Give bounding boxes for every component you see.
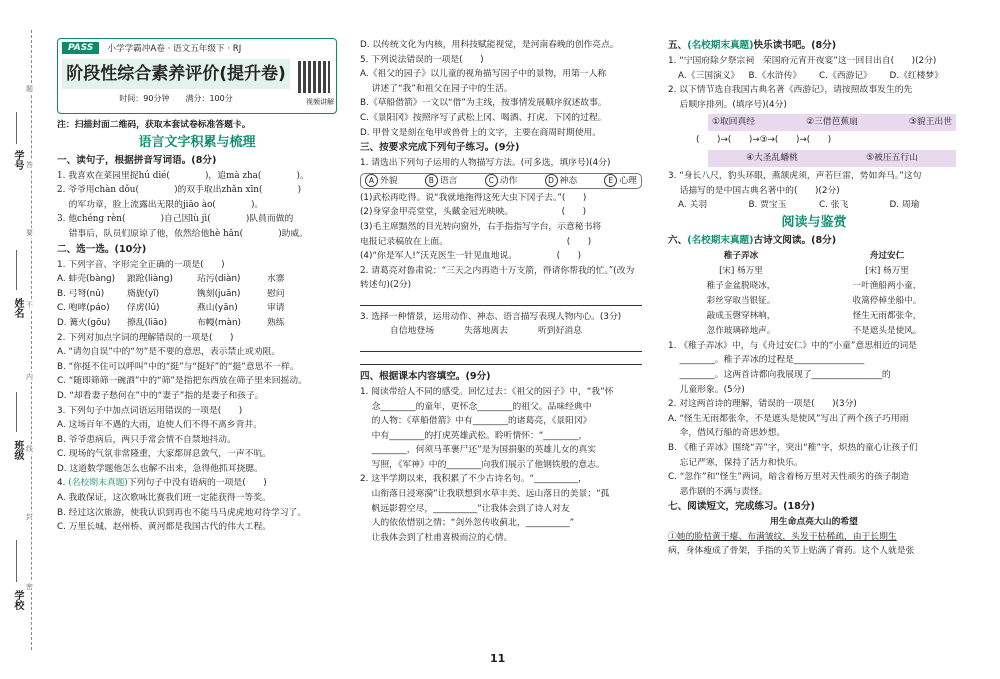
scenario-option[interactable]: 听到好消息: [538, 326, 582, 337]
letter-circle: D: [545, 174, 558, 187]
cut-line: [31, 30, 32, 650]
q4-1-line: 1. 阅读带给人不同的感受。回忆过去：《祖父的园子》中，“我”怀: [360, 386, 614, 397]
method-option[interactable]: [365, 174, 398, 188]
option-word: 布幔(màn): [197, 317, 241, 328]
q1-line: 的军功章，脸上流露出无限的jiāo ào( )。: [57, 199, 264, 210]
article-text: 病，身体瘦成了骨架，手指的关节上贴满了膏药。这个人就是张: [668, 546, 915, 557]
name-line: [16, 250, 17, 290]
header-banner: [57, 38, 337, 114]
method-label: 心理: [619, 175, 637, 186]
option[interactable]: D.《红楼梦》: [889, 70, 944, 81]
letter-circle: E: [604, 174, 617, 187]
plot-option: ④大圣乱蟠桃: [746, 152, 798, 163]
q4-2-line: 让我体会到了杜甫喜极而泣的心情。: [360, 532, 513, 543]
method-label: 神态: [559, 175, 578, 186]
q3-1-sentence: (2)身穿金甲亮堂堂，头戴金冠光映映。 ( ): [360, 207, 587, 218]
poem-line: 忽作玻璃碎地声。: [706, 325, 776, 336]
school-line: [16, 540, 17, 582]
q6-title-text: 古诗文阅读。(8分): [753, 234, 837, 246]
poem-line: 彩丝穿取当银钲。: [706, 295, 776, 306]
option[interactable]: B. 弓弩(nǔ): [57, 288, 105, 299]
strip-marker: 答: [26, 161, 33, 169]
q6-num: 六、: [668, 234, 688, 246]
student-number-label: 学号: [12, 150, 23, 170]
q5-2-stem: 后顺序排列。(填序号)(4分): [668, 99, 787, 110]
q5-title: [668, 38, 960, 54]
option[interactable]: B. 经过这次旅游，使我认识到再也不能马马虎虎地对待学习了。: [57, 507, 307, 518]
option[interactable]: A. “怪生无雨都张伞，不是遮头是使风”写出了两个孩子巧用雨: [668, 413, 909, 424]
q2-title: 二、选一选。(10分): [57, 243, 147, 255]
method-option[interactable]: [545, 174, 578, 188]
q4-1-line: 中有________的打虎英雄武松。聆听情怀：“________，: [360, 430, 588, 441]
strip-marker: 题: [26, 85, 33, 93]
option[interactable]: C. 现场的气氛非常隆重，大家都屏息敛气，一声不吭。: [57, 449, 272, 460]
letter-circle: A: [365, 174, 378, 187]
method-option[interactable]: [604, 174, 637, 188]
q5-1-options: [668, 69, 960, 84]
option-word: 燕山(yān): [197, 303, 238, 314]
poem-line: 敲成玉磬穿林响，: [706, 310, 776, 321]
option-cont: 忘记严寒，保持了活力和快乐。: [668, 457, 803, 468]
q2-1-option-row: [57, 316, 337, 331]
letter-circle: C: [485, 174, 498, 187]
poem-line: 不是遮头是使风。: [852, 325, 922, 336]
option[interactable]: A. 这场百年不遇的大雨，迫使人们不得不离乡背井。: [57, 420, 262, 431]
q4-1-line: 的人物：《草船借箭》中有________的诸葛亮，《景阳冈》: [360, 416, 592, 427]
option[interactable]: B. 《稚子弄冰》围绕“弄”字，突出“稚”字，炽热的童心让孩子们: [668, 442, 918, 453]
option-word: 撩乱(liāo): [127, 317, 168, 328]
q3-3-stem: 3. 选择一种情景，运用动作、神态、语言描写表现人物内心。(3分): [360, 311, 622, 322]
scenario-option[interactable]: 自信地登场: [390, 326, 434, 337]
q1-title: 一、读句子，根据拼音写词语。(8分): [57, 154, 217, 166]
plot-option: ⑤被压五行山: [866, 152, 918, 163]
q2-4-stem: 4. (名校期末真题)下列句子中没有语病的一项是( ): [57, 478, 267, 489]
option[interactable]: D. 甲骨文是刻在龟甲或兽骨上的文字，主要在商周时期使用。: [360, 127, 602, 138]
q3-1-stem: 1. 请选出下列句子运用的人物描写方法。(可多选，填序号)(4分): [360, 158, 611, 169]
option[interactable]: D. 篝火(gōu): [57, 317, 111, 328]
plot-order-blanks[interactable]: ( )→( )→③→( )→( ): [696, 135, 832, 146]
option[interactable]: C. “忽作”和“怪生”两词，暗含着杨万里对天性顽劣的孩子制造: [668, 472, 910, 483]
q2-3-stem: 3. 下列句子中加点词语运用错误的一项是( ): [57, 405, 243, 416]
method-option[interactable]: [425, 174, 458, 188]
poem-line: 稚子金盆脱晓冰，: [706, 280, 776, 291]
option-word: 镌刻(juān): [197, 288, 241, 299]
poem-line: 收篙停棹坐船中。: [852, 295, 922, 306]
option-word: 熟练: [267, 317, 285, 328]
class-line: [16, 392, 17, 432]
option[interactable]: A. 蚌壳(bàng): [57, 274, 116, 285]
series-name: 小学学霸冲A卷 · 语文五年级下 · RJ: [107, 44, 242, 54]
poem-2: [853, 249, 922, 339]
notice: 注：扫描封面二维码，获取本套试卷标准答题卡。: [57, 120, 251, 130]
option-word: 水寨: [267, 274, 285, 285]
option[interactable]: B.《水浒传》: [748, 70, 802, 81]
q4-1-line: 念________的童年，更怀念________的祖父。品味经典中: [360, 401, 592, 412]
method-label: 外貌: [380, 175, 398, 186]
q3-title: 三、按要求完成下列句子练习。(9分): [360, 142, 520, 154]
qr-code-icon[interactable]: [298, 61, 330, 93]
poem-line: 一叶渔船两小童，: [852, 280, 922, 291]
brand-logo: PASS: [62, 42, 99, 54]
option[interactable]: A. 我敢保证，这次歌咏比赛我们班一定能获得一等奖。: [57, 493, 271, 504]
option-word: 踉跄(liàng): [127, 274, 173, 285]
name-label: 姓名: [12, 298, 23, 318]
option[interactable]: D. 这道数学题他怎么也解不出来，急得他抓耳挠腮。: [57, 463, 263, 474]
section-title: 语言文字积累与梳理: [138, 134, 256, 150]
strip-marker: 要: [26, 229, 33, 237]
article-text: ①她的脸枯黄干瘪、布满皱纹，头发干枯稀疏，由于长期生: [668, 531, 897, 542]
q2-4-text: 下列句子中没有语病的一项是( ): [127, 478, 267, 489]
qr-label: 视频讲解: [306, 98, 334, 106]
q2-1-option-row: [57, 272, 337, 287]
strip-marker: 线: [26, 445, 33, 453]
strip-marker: 内: [26, 373, 33, 381]
q4-2-line: 人的依依惜别之情；“剑外忽传收蓟北，__________”: [360, 518, 575, 529]
option[interactable]: A. 关羽: [678, 200, 708, 211]
option[interactable]: D. “却看妻子愁何在”中的“妻子”指的是妻子和孩子。: [57, 390, 264, 401]
strip-marker: 密: [26, 583, 33, 591]
poem-author: [宋] 杨万里: [719, 265, 763, 276]
q6-1-line: ________。这两首诗都向我展现了________________的: [668, 369, 891, 380]
plot-option: ②三借芭蕉扇: [806, 117, 858, 128]
exam-title: 阶段性综合素养评价(提升卷): [62, 59, 290, 89]
option-word: 审请: [267, 303, 285, 314]
strip-marker: 封: [26, 513, 33, 521]
class-label: 班级: [12, 440, 23, 460]
article-title: 用生命点亮大山的希望: [770, 517, 858, 528]
option[interactable]: B. “你挺不住可以呼叫”中的“挺”与“挺好”的“挺”意思不一样。: [57, 361, 299, 372]
q3-2-stem: 2. 请葛亮对鲁肃说：“三天之内再造十万支箭，得请你帮我的忙。”(改为转述句)(2分): [360, 265, 635, 291]
option[interactable]: B. 爷爷患病后，两只手常会情不自禁地抖动。: [57, 434, 236, 445]
q5-3-stem: 话描写的是中国古典名著中的( )(2分): [668, 185, 840, 196]
q6-2-stem: 2. 对这两首诗的理解，错误的一项是( )(3分): [668, 399, 857, 410]
option-cont: 恶作剧的不满与责怪。: [668, 486, 768, 497]
q3-1-sentence: (3)毛主席黯然的目光转向窗外，右手指指写字台，示意秘书将: [360, 221, 602, 232]
option[interactable]: C.《景阳冈》按照序写了武松上冈、喝酒、打虎、下冈的过程。: [360, 112, 607, 123]
poem-line: 怪生无雨都张伞，: [852, 310, 922, 321]
option[interactable]: C. “随即筛筛一碗酒”中的“筛”是指把东西放在筛子里来回摇动。: [57, 376, 307, 387]
method-label: 语言: [439, 175, 458, 186]
q4-1-line: ________，何须马革裹尸还”是为国捐躯的英雄儿女的真实: [360, 445, 597, 456]
q7-title: 七、阅读短文，完成练习。(18分): [668, 501, 815, 513]
q3-1-sentence: (4)“你是军人!”沃克医生一针见血地说。 ( ): [360, 251, 582, 262]
option[interactable]: D. 周瑜: [889, 200, 920, 211]
q4-2-line: 山衔落日浸寒漪”让我联想到水草丰美、远山落日的美景；“孤: [360, 489, 610, 500]
student-number-line: [16, 112, 17, 144]
strip-marker: 不: [26, 301, 33, 309]
method-options-box: [360, 173, 642, 189]
q1-line: 2. 爷爷用chàn dǒu( )的双手取出zhǎn xīn( ): [57, 185, 302, 196]
q2-2-stem: 2. 下列对加点字词的理解错误的一项是( ): [57, 332, 234, 343]
option[interactable]: D. 以传统文化为内核，用科技赋能视觉，是河南春晚的创作亮点。: [360, 40, 619, 50]
option[interactable]: C. 万里长城、赵州桥、黄河都是我国古代的伟大工程。: [57, 522, 272, 533]
answer-line[interactable]: [360, 352, 642, 365]
plot-option: ①取回真经: [712, 117, 756, 128]
q2-1-option-row: [57, 287, 337, 302]
answer-line[interactable]: [360, 293, 642, 306]
q2-1-stem: 1. 下列字音、字形完全正确的一项是( ): [57, 259, 225, 270]
q4-title: 四、根据课本内容填空。(9分): [360, 370, 491, 382]
binding-strip: [0, 0, 44, 679]
exam-info: 时间：90分钟 满分：100分: [119, 94, 233, 103]
poem-title: 舟过安仁: [869, 250, 905, 261]
q5-2-stem: 2. 以下情节选自我国古典名著《西游记》，请按照故事发生的先: [668, 85, 913, 96]
plot-options-shelf: [708, 150, 956, 167]
option-cont: 伞，借风行船的奇思妙想。: [668, 428, 786, 439]
q6-title: [668, 233, 960, 249]
q4-1-line: 写照，《军神》中的________向我们展示了他钢铁般的意志。: [360, 459, 605, 470]
option[interactable]: A.《祖父的园子》以儿童的视角描写园子中的景物，用第一人称: [360, 69, 607, 80]
q3-1-sentence: 电报记录稿放在上面。 ( ): [360, 236, 592, 247]
method-option[interactable]: [485, 174, 518, 188]
option[interactable]: C. 咆哮(páo): [57, 303, 110, 314]
option-word: 慰问: [267, 288, 285, 299]
exam-tag: (名校期末真题): [68, 478, 128, 489]
q1-line: 错事后，队员们原谅了他，依然给他hè hǎn( )助威。: [57, 228, 309, 239]
q5-1-stem: 1. “宁国府除夕祭宗祠 荣国府元宵开夜宴”这一回目出自( )(2分): [668, 56, 937, 66]
q6-1-line: 1. 《稚子弄冰》中，与《舟过安仁》中的“小童”意思相近的词是: [668, 340, 918, 351]
q5-title-text: 快乐读书吧。(8分): [753, 40, 837, 51]
middle-column: [360, 38, 642, 545]
q2-1-option-row: [57, 301, 337, 316]
plot-options-shelf: [708, 114, 956, 131]
option-word: 玷污(diàn): [197, 274, 241, 285]
q2-5-stem: 5. 下列说法错误的一项是( ): [360, 54, 484, 65]
reading-section-title: 阅读与鉴赏: [781, 214, 847, 230]
method-label: 动作: [499, 175, 518, 186]
poem-author: [宋] 杨万里: [865, 265, 909, 276]
scenario-option[interactable]: 失落地离去: [464, 326, 508, 337]
school-label: 学校: [12, 590, 23, 610]
letter-circle: B: [425, 174, 438, 187]
q4-2-line: 2. 这半学期以来，我积累了不少古诗名句。“__________，: [360, 474, 587, 485]
exam-tag: (名校期末真题): [687, 234, 754, 246]
option[interactable]: A. “请勿自误”中的“勿”是不要的意思，表示禁止或劝阻。: [57, 347, 281, 358]
q1-line: 1. 我喜欢在菜园里捉hú dié( )，追mà zha( )。: [57, 170, 309, 181]
option[interactable]: C.《西游记》: [819, 70, 872, 81]
q3-1-sentence: (1)武松再吃得。说“我就地拖得这死大虫下冈子去。”( ): [360, 192, 587, 203]
option[interactable]: B.《草船借箭》一文以“借”为主线，按事情发展顺序叙述故事。: [360, 98, 607, 109]
answer-line[interactable]: [360, 339, 642, 352]
q4-2-line: 帆远影碧空尽，__________”让我体会到了诗人对友: [360, 503, 570, 514]
right-column: [668, 38, 960, 559]
option[interactable]: B. 贾宝玉: [748, 200, 787, 211]
q5-num: 五、: [668, 40, 688, 51]
option[interactable]: A.《三国演义》: [678, 70, 740, 81]
option-word: 俘虏(lǔ): [127, 303, 160, 314]
poem-1: [707, 249, 776, 339]
q3-3-options: [360, 324, 642, 339]
poem-title: 稚子弄冰: [723, 250, 759, 261]
q5-3-stem: 3. “身长八尺，豹头环眼，燕颔虎须，声若巨雷，势如奔马。”这句: [668, 170, 922, 181]
option[interactable]: C. 张飞: [819, 200, 849, 211]
option-cont: 讲述了“我”和祖父在园子中的生活。: [360, 83, 513, 94]
q5-3-options: [668, 198, 960, 213]
left-column: [57, 118, 337, 535]
plot-option: ③貌王出世: [908, 117, 952, 128]
option-word: 旖旎(yǐ): [127, 288, 160, 299]
q1-line: 3. 他chéng rèn( )自己因lù jì( )队員而做的: [57, 214, 294, 225]
q6-1-line: 儿童形象。(5分): [668, 384, 745, 395]
page-number: 11: [490, 652, 506, 665]
q6-1-line: ________。稚子弄冰的过程是________________: [668, 355, 865, 366]
exam-tag: (名校期末真题): [687, 40, 754, 51]
poems: [668, 249, 960, 339]
